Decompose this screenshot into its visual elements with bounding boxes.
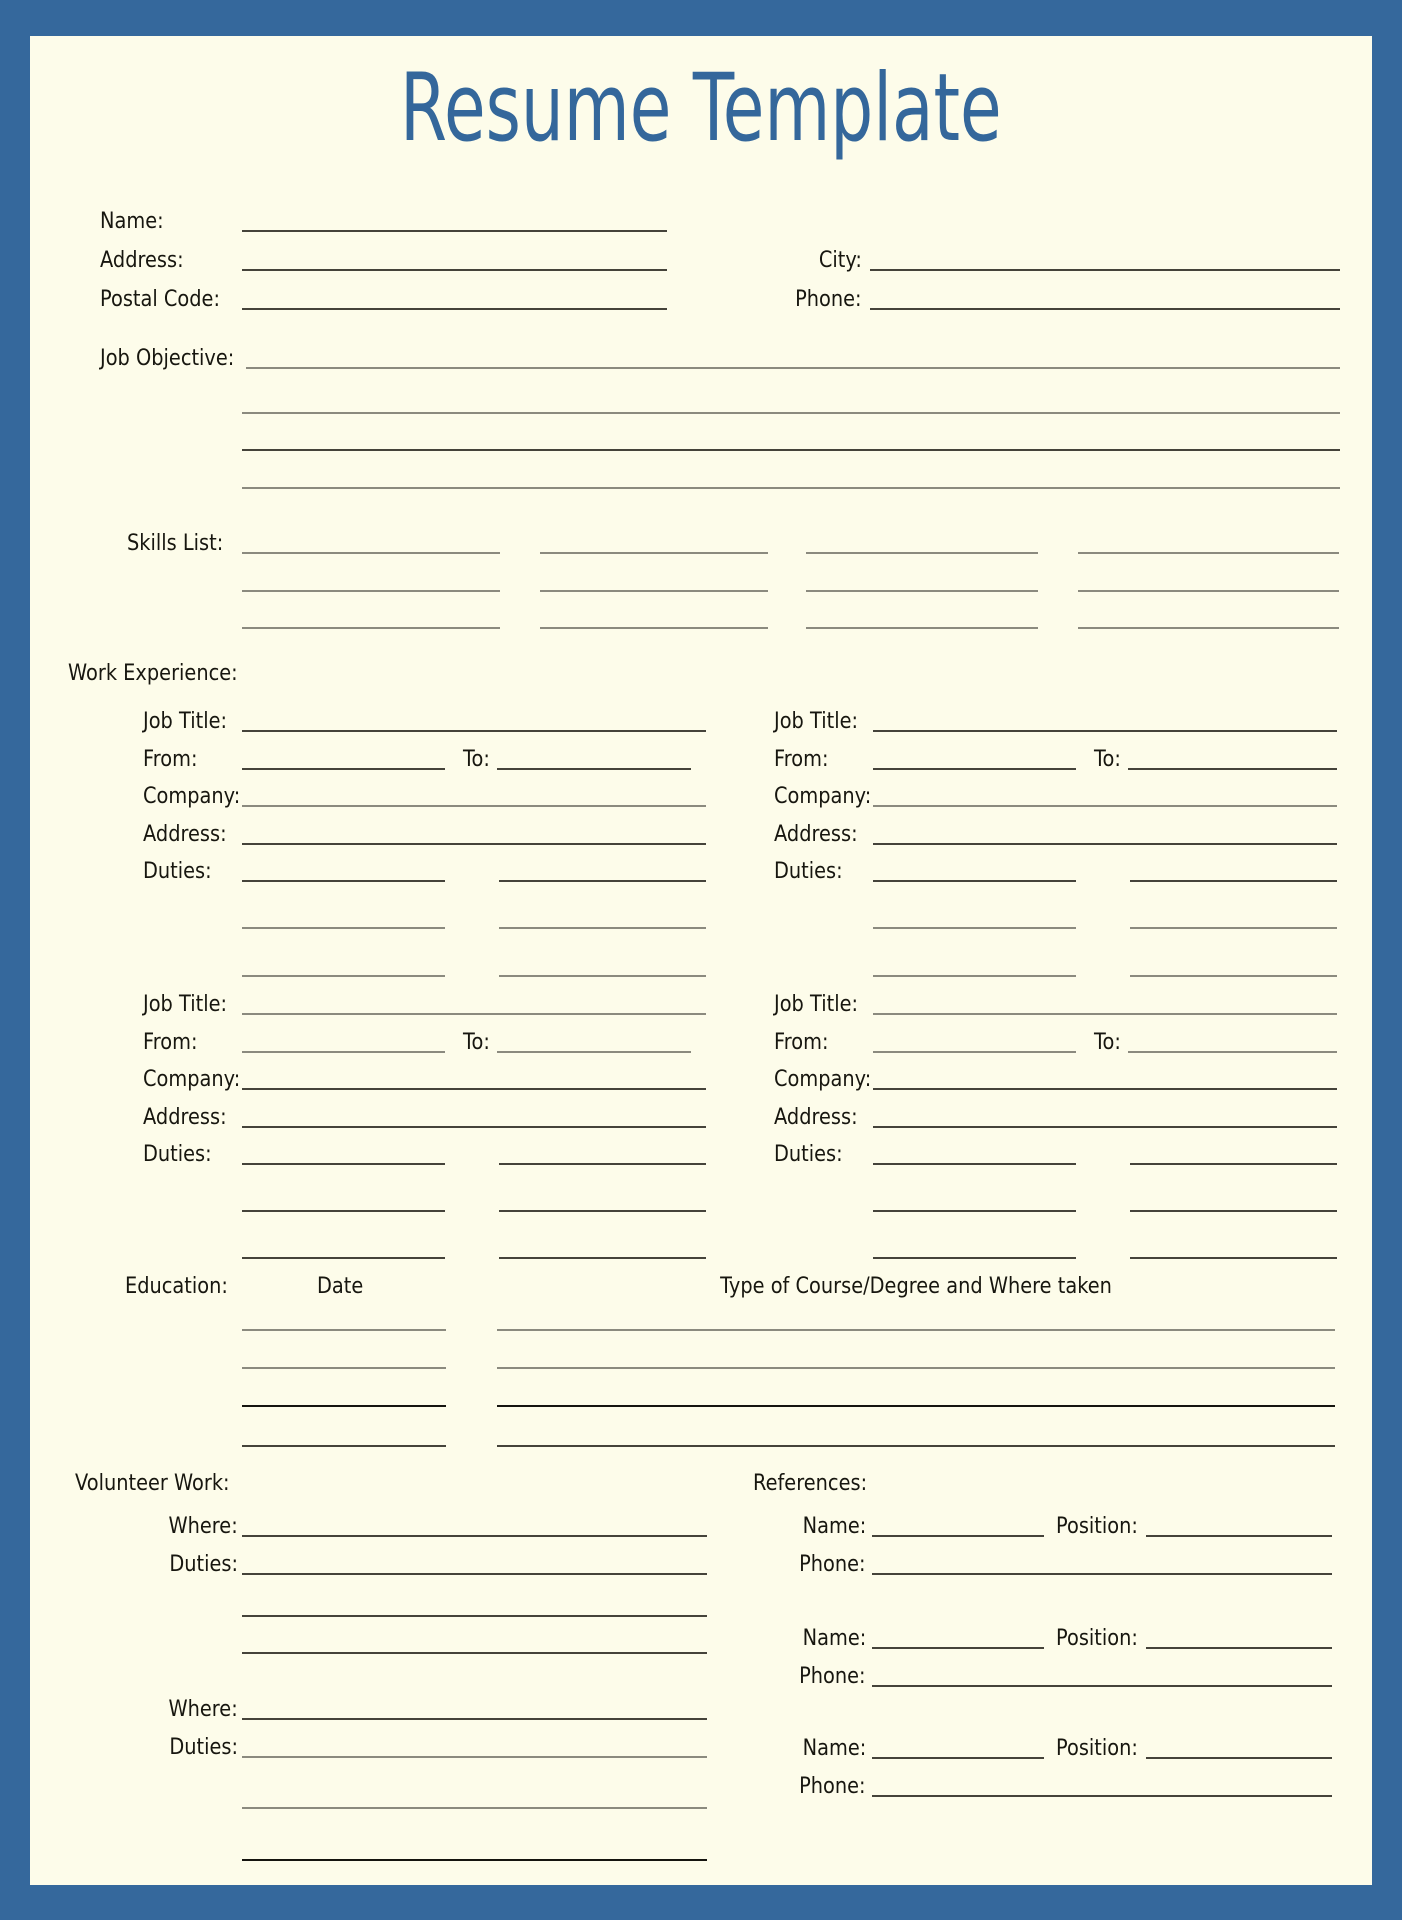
reference-name-line xyxy=(872,1535,1044,1537)
skills-line xyxy=(540,627,768,629)
duties-line xyxy=(873,1210,1076,1212)
duties-line xyxy=(242,1807,707,1809)
education-date-line xyxy=(242,1405,446,1407)
duties-line xyxy=(242,1210,445,1212)
references-label: References: xyxy=(753,1471,868,1496)
from-label: From: xyxy=(774,747,829,772)
duties-line xyxy=(1130,975,1337,977)
duties-line xyxy=(242,1756,707,1758)
duties-label: Duties: xyxy=(774,1142,843,1167)
duties-label: Duties: xyxy=(169,1552,238,1577)
job-objective-line xyxy=(242,412,1340,414)
address-label: Address: xyxy=(143,822,227,847)
reference-name-label: Name: xyxy=(802,1736,866,1761)
job-title-line xyxy=(242,730,706,732)
duties-line xyxy=(499,1257,706,1259)
duties-line xyxy=(242,1573,707,1575)
page-title: Resume Template xyxy=(400,54,1002,163)
to-line xyxy=(1128,1051,1337,1053)
duties-line xyxy=(1130,927,1337,929)
company-label: Company: xyxy=(774,784,872,809)
address-line xyxy=(873,843,1337,845)
reference-phone-label: Phone: xyxy=(799,1552,866,1577)
reference-phone-line xyxy=(872,1795,1332,1797)
reference-name-line xyxy=(872,1757,1044,1759)
job-title-line xyxy=(873,730,1337,732)
name-line xyxy=(242,230,667,232)
to-line xyxy=(497,1051,691,1053)
where-line xyxy=(242,1535,707,1537)
from-label: From: xyxy=(143,1030,198,1055)
duties-label: Duties: xyxy=(774,859,843,884)
duties-line xyxy=(1130,1257,1337,1259)
skills-line xyxy=(1078,590,1339,592)
reference-name-label: Name: xyxy=(802,1514,866,1539)
name-label: Name: xyxy=(100,209,164,234)
reference-position-line xyxy=(1146,1757,1332,1759)
duties-line xyxy=(1130,880,1337,882)
skills-list-label: Skills List: xyxy=(127,531,224,556)
duties-label: Duties: xyxy=(169,1735,238,1760)
volunteer-work-label: Volunteer Work: xyxy=(75,1471,230,1496)
duties-line xyxy=(499,975,706,977)
education-course-header: Type of Course/Degree and Where taken xyxy=(720,1274,1112,1299)
postal-code-line xyxy=(242,308,667,310)
education-course-line xyxy=(497,1405,1335,1407)
job-objective-line xyxy=(242,487,1340,489)
duties-label: Duties: xyxy=(143,1142,212,1167)
duties-line xyxy=(242,1163,445,1165)
phone-label: Phone: xyxy=(795,287,862,312)
reference-phone-label: Phone: xyxy=(799,1664,866,1689)
address-label: Address: xyxy=(774,1105,858,1130)
company-line xyxy=(242,1088,706,1090)
duties-line xyxy=(242,975,445,977)
skills-line xyxy=(540,552,768,554)
job-title-line xyxy=(873,1013,1337,1015)
skills-line xyxy=(1078,552,1339,554)
to-line xyxy=(1128,768,1337,770)
city-label: City: xyxy=(818,248,862,273)
postal-code-label: Postal Code: xyxy=(100,287,220,312)
to-label: To: xyxy=(463,747,490,772)
company-line xyxy=(873,805,1337,807)
education-course-line xyxy=(497,1445,1335,1447)
job-objective-line xyxy=(242,449,1340,451)
address-line xyxy=(242,843,706,845)
reference-position-line xyxy=(1146,1535,1332,1537)
duties-line xyxy=(499,880,706,882)
skills-line xyxy=(540,590,768,592)
job-title-label: Job Title: xyxy=(143,709,228,734)
duties-line xyxy=(242,880,445,882)
reference-phone-label: Phone: xyxy=(799,1774,866,1799)
from-line xyxy=(242,1051,445,1053)
to-label: To: xyxy=(1094,1030,1121,1055)
duties-line xyxy=(873,1257,1076,1259)
title-bar xyxy=(0,54,1402,163)
reference-phone-line xyxy=(872,1573,1332,1575)
skills-line xyxy=(242,590,500,592)
phone-line xyxy=(870,308,1340,310)
education-course-line xyxy=(497,1367,1335,1369)
skills-line xyxy=(806,627,1038,629)
company-line xyxy=(242,805,706,807)
from-line xyxy=(873,768,1076,770)
reference-name-label: Name: xyxy=(802,1626,866,1651)
resume-sheet xyxy=(30,36,1372,1885)
duties-line xyxy=(873,975,1076,977)
duties-line xyxy=(1130,1163,1337,1165)
address-label: Address: xyxy=(100,248,184,273)
job-objective-line xyxy=(246,367,1340,369)
duties-line xyxy=(873,1163,1076,1165)
skills-line xyxy=(242,627,500,629)
reference-phone-line xyxy=(872,1685,1332,1687)
duties-line xyxy=(499,927,706,929)
company-label: Company: xyxy=(143,1067,241,1092)
to-line xyxy=(497,768,691,770)
company-label: Company: xyxy=(774,1067,872,1092)
skills-line xyxy=(806,552,1038,554)
where-label: Where: xyxy=(168,1697,238,1722)
reference-position-line xyxy=(1146,1647,1332,1649)
job-title-label: Job Title: xyxy=(774,992,859,1017)
skills-line xyxy=(1078,627,1339,629)
where-label: Where: xyxy=(168,1514,238,1539)
to-label: To: xyxy=(1094,747,1121,772)
duties-line xyxy=(1130,1210,1337,1212)
duties-line xyxy=(499,1163,706,1165)
skills-line xyxy=(242,552,500,554)
where-line xyxy=(242,1718,707,1720)
education-label: Education: xyxy=(125,1274,228,1299)
work-experience-label: Work Experience: xyxy=(68,661,238,686)
education-date-line xyxy=(242,1367,446,1369)
reference-position-label: Position: xyxy=(1056,1514,1138,1539)
address-line xyxy=(242,269,667,271)
to-label: To: xyxy=(463,1030,490,1055)
city-line xyxy=(870,269,1340,271)
skills-line xyxy=(806,590,1038,592)
address-line xyxy=(242,1126,706,1128)
education-course-line xyxy=(497,1329,1335,1331)
education-date-line xyxy=(242,1445,446,1447)
company-line xyxy=(873,1088,1337,1090)
job-title-label: Job Title: xyxy=(774,709,859,734)
education-date-line xyxy=(242,1329,446,1331)
duties-line xyxy=(873,927,1076,929)
duties-label: Duties: xyxy=(143,859,212,884)
reference-name-line xyxy=(872,1647,1044,1649)
job-objective-label: Job Objective: xyxy=(100,346,235,371)
job-title-label: Job Title: xyxy=(143,992,228,1017)
address-label: Address: xyxy=(143,1105,227,1130)
reference-position-label: Position: xyxy=(1056,1736,1138,1761)
education-date-header: Date xyxy=(317,1274,364,1299)
from-label: From: xyxy=(143,747,198,772)
duties-line xyxy=(242,927,445,929)
from-line xyxy=(242,768,445,770)
duties-line xyxy=(242,1257,445,1259)
duties-line xyxy=(499,1210,706,1212)
duties-line xyxy=(873,880,1076,882)
reference-position-label: Position: xyxy=(1056,1626,1138,1651)
address-line xyxy=(873,1126,1337,1128)
duties-line xyxy=(242,1859,707,1861)
duties-line xyxy=(242,1652,707,1654)
address-label: Address: xyxy=(774,822,858,847)
from-label: From: xyxy=(774,1030,829,1055)
duties-line xyxy=(242,1615,707,1617)
company-label: Company: xyxy=(143,784,241,809)
job-title-line xyxy=(242,1013,706,1015)
from-line xyxy=(873,1051,1076,1053)
